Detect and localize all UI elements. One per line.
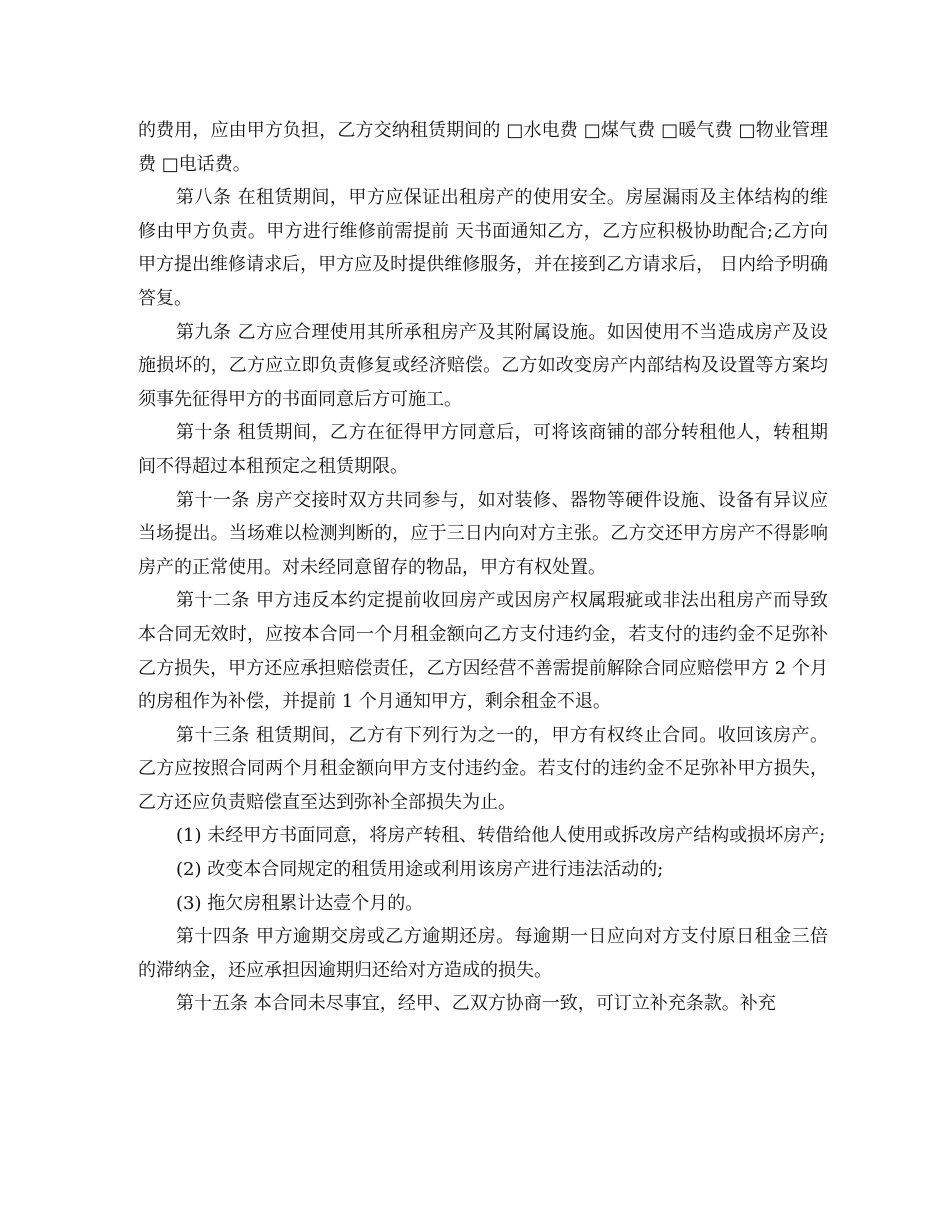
paragraph-article-15: 第十五条 本合同未尽事宜，经甲、乙双方协商一致，可订立补充条款。补充 (176, 993, 776, 1015)
paragraph-article-14: 第十四条 甲方逾期交房或乙方逾期还房。每逾期一日应向对方支付原日租金三倍的滞纳金，还应承担因逾期归还给对方造成的损失。 (138, 926, 828, 981)
list-item-3: (3) 拖欠房租累计达壹个月的。 (176, 892, 424, 914)
paragraph-article-9: 第九条 乙方应合理使用其所承租房产及其附属设施。如因使用不当造成房产及设施损坏的，乙方应立即负责修复或经济赔偿。乙方如改变房产内部结构及设置等方案均须事先征得甲方的书面同意后方可施工。 (138, 321, 828, 410)
paragraph-article-11: 第十一条 房产交接时双方共同参与，如对装修、器物等硬件设施、设备有异议应当场提出。当场难以检测判断的，应于三日内向对方主张。乙方交还甲方房产不得影响房产的正常使用。对未经同意留存的物品，甲方有权处置。 (138, 489, 828, 578)
paragraph-fees-continued: 的费用，应由甲方负担，乙方交纳租赁期间的 □水电费 □煤气费 □暖气费 □物业管理费 □电话费。 (138, 120, 828, 175)
paragraph-article-10: 第十条 租赁期间，乙方在征得甲方同意后，可将该商铺的部分转租他人，转租期间不得超过本租预定之租赁期限。 (138, 422, 828, 477)
list-item-1: (1) 未经甲方书面同意，将房产转租、转借给他人使用或拆改房产结构或损坏房产; (176, 825, 826, 847)
contract-body (138, 114, 828, 1021)
paragraph-article-13: 第十三条 租赁期间，乙方有下列行为之一的，甲方有权终止合同。收回该房产。乙方应按照合同两个月租金额向甲方支付违约金。若支付的违约金不足弥补甲方损失，乙方还应负责赔偿直至达到弥补全部损失为止。 (138, 724, 828, 813)
paragraph-article-12: 第十二条 甲方违反本约定提前收回房产或因房产权属瑕疵或非法出租房产而导致本合同无效时，应按本合同一个月租金额向乙方支付违约金，若支付的违约金不足弥补乙方损失，甲方还应承担赔偿责任，乙方因经营不善需提前解除合同应赔偿甲方 2 个月的房租作为补偿，并提前 1 个月通知甲方，剩余租金不退。 (138, 590, 828, 713)
list-item-2: (2) 改变本合同规定的租赁用途或利用该房产进行违法活动的; (176, 859, 664, 881)
paragraph-article-8: 第八条 在租赁期间，甲方应保证出租房产的使用安全。房屋漏雨及主体结构的维修由甲方负责。甲方进行维修前需提前 天书面通知乙方，乙方应积极协助配合;乙方向甲方提出维修请求后，甲方应及时提供维修服务，并在接到乙方请求后， 日内给予明确答复。 (138, 187, 828, 309)
